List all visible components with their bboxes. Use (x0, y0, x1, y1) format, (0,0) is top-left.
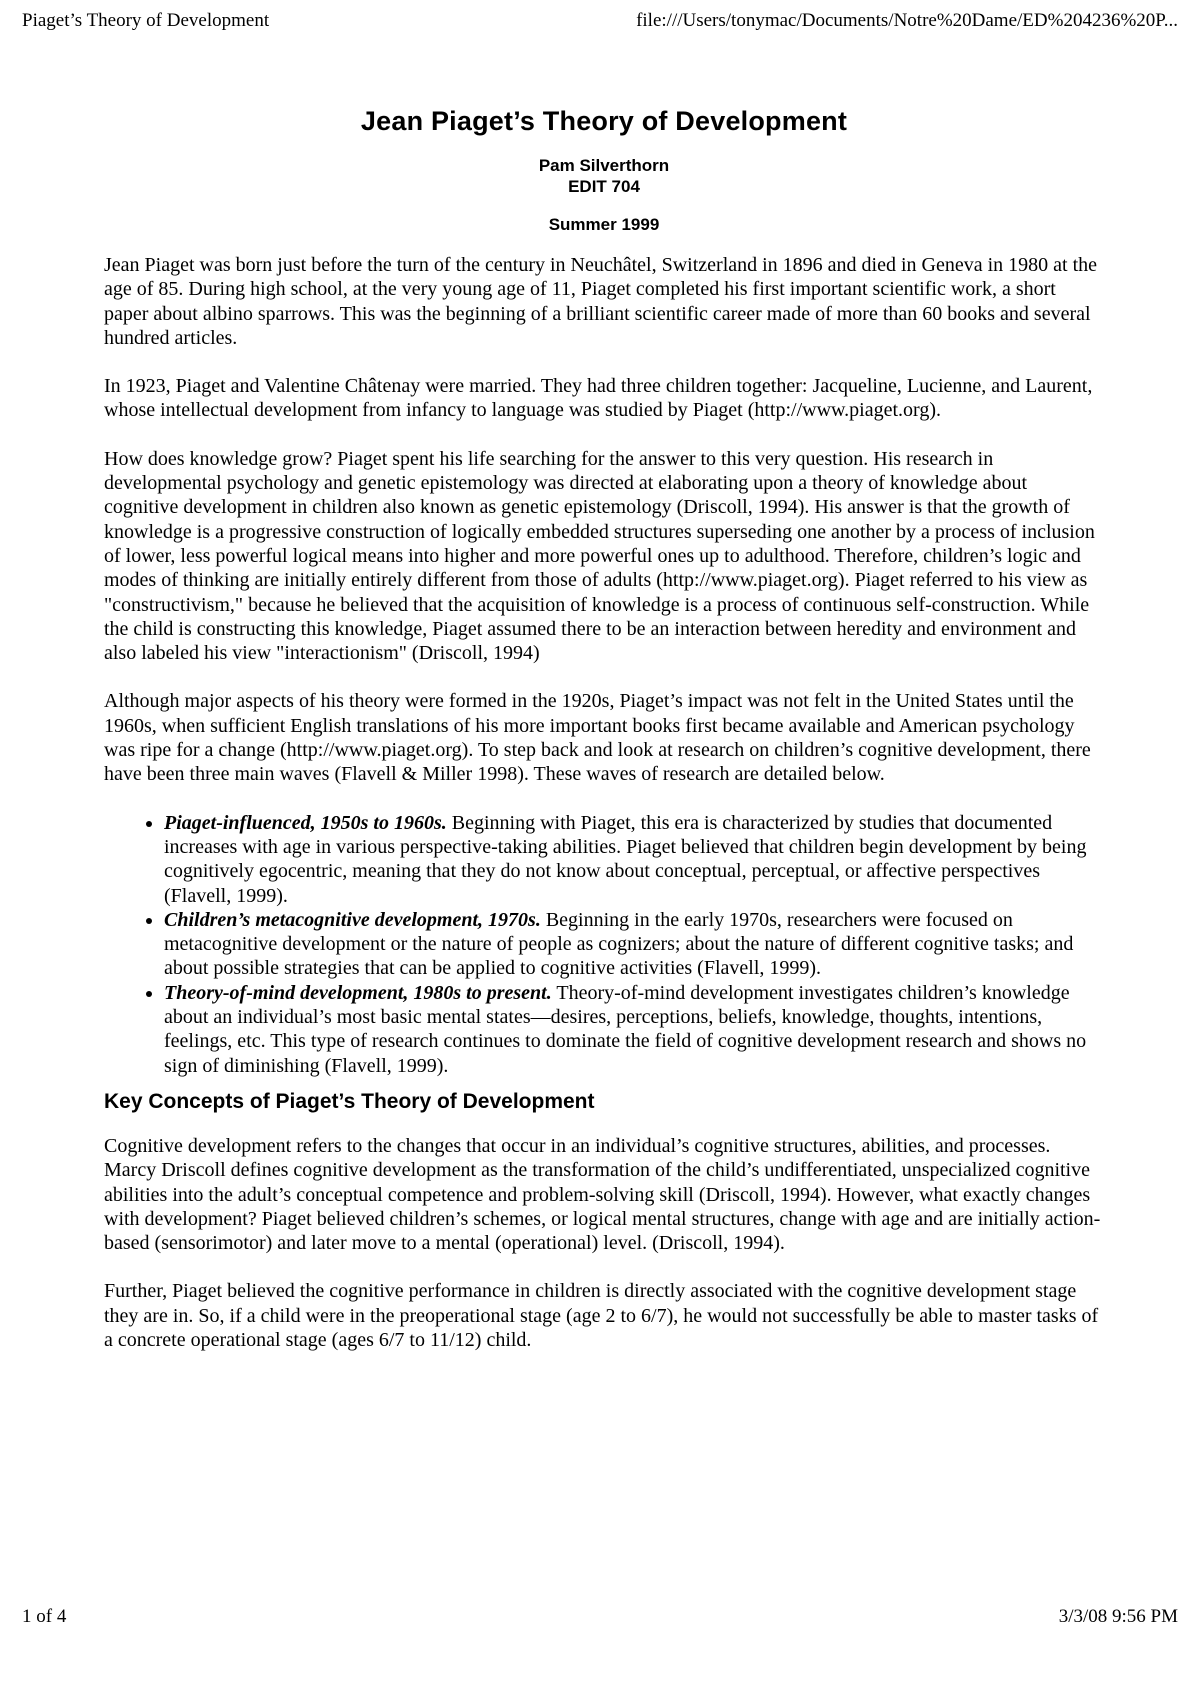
list-item (164, 811, 1104, 908)
term-label: Summer 1999 (548, 215, 660, 234)
course-code: EDIT 704 (568, 177, 640, 196)
research-waves-list (104, 811, 1104, 1078)
paragraph-cognitive-development: Cognitive development refers to the changes that occur in an individual’s cognitive structures, abilities, and processes. Marcy Driscoll defines cognitive development as the transformation of the child’s undifferentiated, unspecialized cognitive abilities into the adult’s conceptual competence and problem-solving skill (Driscoll, 1994). However, what exactly changes with development? Piaget believed children’s schemes, or logical mental structures, change with age and are initially action-based (sensorimotor) and later move to a mental (operational) level. (Driscoll, 1994). (104, 1134, 1101, 1255)
wave-heading: Children’s metacognitive development, 1970s. (164, 908, 541, 931)
print-url: file:///Users/tonymac/Documents/Notre%20Dame/ED%204236%20P... (636, 10, 1178, 31)
print-header (22, 10, 1178, 32)
wave-heading: Piaget-influenced, 1950s to 1960s. (164, 811, 447, 834)
document-title: Jean Piaget’s Theory of Development (360, 106, 848, 136)
paragraph-impact: Although major aspects of his theory were formed in the 1920s, Piaget’s impact was not felt in the United States until the 1960s, when sufficient English translations of his more important books first became available and American psychology was ripe for a change (http://www.piaget.org). To step back and look at research on children’s cognitive development, there have been three main waves (Flavell & Miller 1998). These waves of research are detailed below. (104, 690, 1091, 786)
wave-text: Beginning with Piaget, this era is characterized by studies that documented increases with age in various perspective-taking abilities. Piaget believed that children begin development by being cognitively egocentric, meaning that they do not know about conceptual, perceptual, or affective perspectives (Flavell, 1999). (164, 811, 1087, 907)
author-name: Pam Silverthorn (538, 156, 670, 175)
document-body (104, 106, 1104, 1376)
wave-text: Beginning in the early 1970s, researchers were focused on metacognitive development or the nature of people as cognizers; about the nature of different cognitive tasks; and about possible strategies that can be applied to cognitive activities (Flavell, 1999). (164, 908, 1074, 980)
print-footer (22, 1606, 1178, 1628)
list-item (164, 908, 1104, 981)
wave-heading: Theory-of-mind development, 1980s to present. (164, 981, 552, 1004)
paragraph-family: In 1923, Piaget and Valentine Châtenay were married. They had three children together: Jacqueline, Lucienne, and Laurent, whose intellectual development from infancy to language was studied by Piaget (http://www.piaget.org). (104, 375, 1093, 422)
print-timestamp: 3/3/08 9:56 PM (1058, 1606, 1178, 1627)
paragraph-biography: Jean Piaget was born just before the turn of the century in Neuchâtel, Switzerland in 1896 and died in Geneva in 1980 at the age of 85. During high school, at the very young age of 11, Piaget completed his first important scientific work, a short paper about albino sparrows. This was the beginning of a brilliant scientific career made of more than 60 books and several hundred articles. (104, 254, 1098, 349)
section-heading: Key Concepts of Piaget’s Theory of Development (104, 1089, 595, 1113)
page-number: 1 of 4 (22, 1606, 67, 1627)
wave-text: Theory-of-mind development investigates children’s knowledge about an individual’s most basic mental states—desires, perceptions, beliefs, knowledge, thoughts, intentions, feelings, etc. This type of research continues to dominate the field of cognitive development research and shows no sign of diminishing (Flavell, 1999). (164, 981, 1087, 1077)
paragraph-stages: Further, Piaget believed the cognitive performance in children is directly associated with the cognitive development stage they are in. So, if a child were in the preoperational stage (age 2 to 6/7), he would not successfully be able to master tasks of a concrete operational stage (ages 6/7 to 11/12) child. (104, 1280, 1099, 1351)
print-page-title: Piaget’s Theory of Development (22, 10, 270, 31)
paragraph-knowledge: How does knowledge grow? Piaget spent his life searching for the answer to this very question. His research in developmental psychology and genetic epistemology was directed at elaborating upon a theory of knowledge about cognitive development in children also known as genetic epistemology (Driscoll, 1994). His answer is that the growth of knowledge is a progressive construction of logically embedded structures superseding one another by a process of inclusion of lower, less powerful logical means into higher and more powerful ones up to adulthood. Therefore, children’s logic and modes of thinking are initially entirely different from those of adults (http://www.piaget.org). Piaget referred to his view as "constructivism," because he believed that the acquisition of knowledge is a process of continuous self-construction. While the child is constructing this knowledge, Piaget assumed there to be an interaction between heredity and environment and also labeled his view "interactionism" (Driscoll, 1994) (104, 447, 1095, 665)
list-item (164, 981, 1104, 1078)
